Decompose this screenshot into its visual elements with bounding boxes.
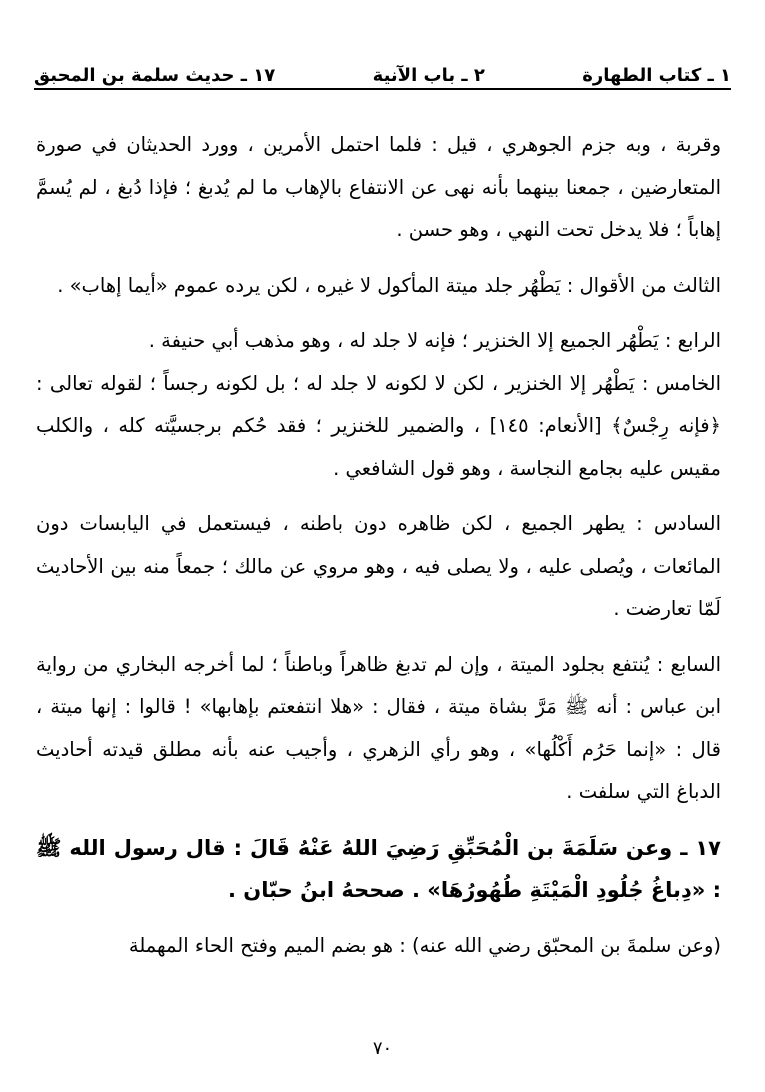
paragraph-continuation: وقربة ، وبه جزم الجوهري ، قيل : فلما احتمل الأمرين ، وورد الحديثان في صورة المتعارضين ، جمعنا بينهما بأنه نهى عن الانتفاع بالإهاب ما لم يُدبغ ؛ فإذا دُبغ ، لم يُسمَّ إهاباً ؛ فلا يدخل تحت النهي ، وهو حسن . [36, 133, 721, 241]
page-number: ٧٠ [372, 1038, 393, 1059]
body-text [36, 124, 721, 967]
header-hadith-title: ١٧ ـ حديث سلمة بن المحبق [34, 65, 276, 86]
paragraph-fourth-opinion: الرابع : يَطْهُر الجميع إلا الخنزير ؛ فإنه لا جلد له ، وهو مذهب أبي حنيفة . [148, 329, 721, 352]
paragraph-third-opinion: الثالث من الأقوال : يَطْهُر جلد ميتة المأكول لا غيره ، لكن يرده عموم «أيما إهاب» . [57, 273, 721, 297]
hadith-17: ١٧ ـ وعن سَلَمَةَ بن الْمُحَبِّقِ رَضِيَ اللهُ عَنْهُ قَالَ : قال رسول الله ﷺ : «دِباغُ جُلُودِ الْمَيْتَةِ طُهُورُهَا» . صححهُ ابنُ حبّان . [36, 835, 721, 902]
paragraph-seventh-opinion: السابع : يُنتفع بجلود الميتة ، وإن لم تدبغ ظاهراً وباطناً ؛ لما أخرجه البخاري من رواية ابن عباس : أنه ﷺ مَرَّ بشاة ميتة ، فقال : «هلا انتفعتم بإهابها» ! قالوا : إنها ميتة ، قال : «إنما حَرُم أَكْلُها» ، وهو رأي الزهري ، وأجيب عنه بأنه مطلق قيدته أحاديث الدباغ التي سلفت . [36, 652, 721, 803]
header-book-title: ١ ـ كتاب الطهارة [582, 65, 731, 86]
paragraph-fifth-opinion: الخامس : يَطْهُر إلا الخنزير ، لكن لا لكونه لا جلد له ؛ بل لكونه رجساً ؛ لقوله تعالى : ﴿فإنه رِجْسٌ﴾ [الأنعام: ١٤٥] ، والضمير للخنزير ؛ فقد حُكم برجسيَّته كله ، والكلب مقيس عليه بجامع النجاسة ، وهو قول الشافعي . [36, 371, 721, 480]
running-header [34, 52, 731, 86]
paragraph-commentary: (وعن سلمةَ بن المحبّق رضي الله عنه) : هو بضم الميم وفتح الحاء المهملة [128, 933, 721, 957]
header-chapter-title: ٢ ـ باب الآنية [372, 65, 485, 86]
paragraph-sixth-opinion: السادس : يطهر الجميع ، لكن ظاهره دون باطنه ، فيستعمل في اليابسات دون المائعات ، ويُصلى عليه ، ولا يصلى فيه ، وهو مروي عن مالك ؛ جمعاً منه بين الأحاديث لَمّا تعارضت . [36, 512, 721, 620]
header-divider [34, 88, 731, 90]
